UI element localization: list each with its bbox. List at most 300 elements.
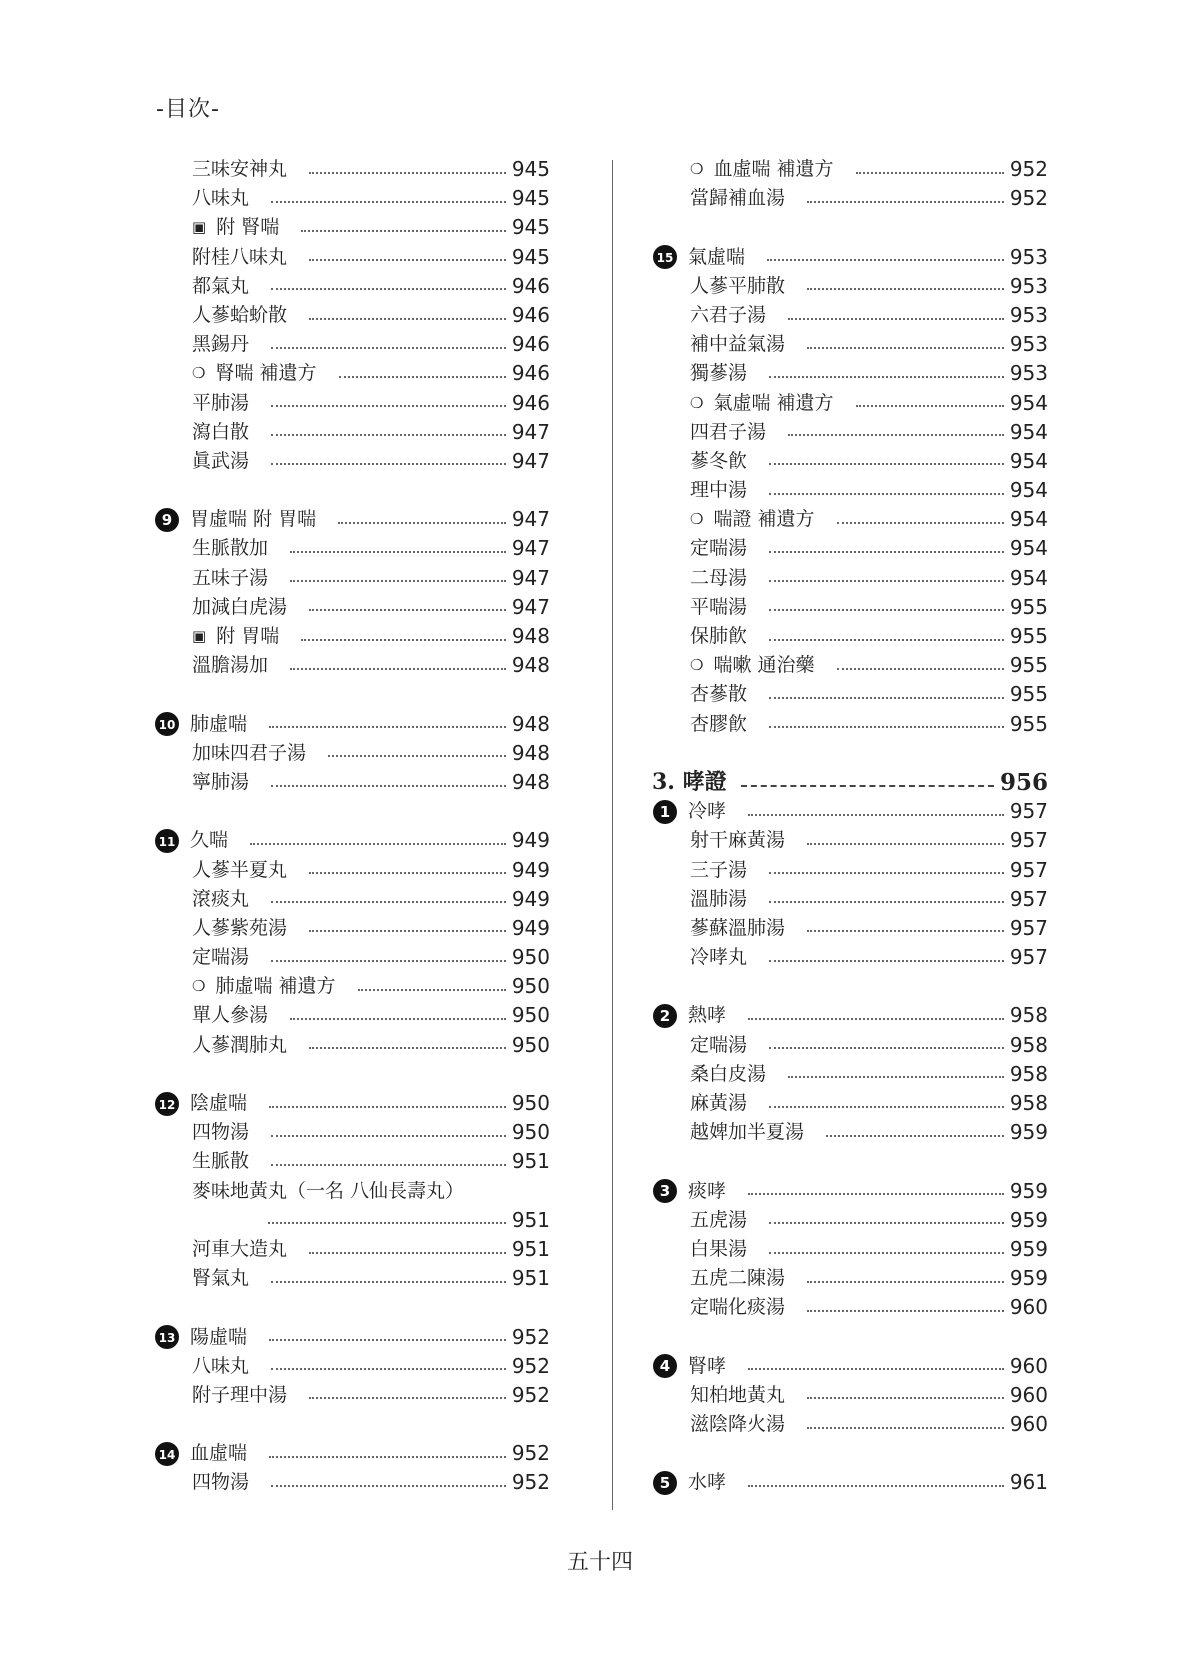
toc-entry-title: 射干麻黃湯 — [690, 829, 786, 852]
toc-page-number: 958 — [1009, 1091, 1048, 1115]
toc-entry-title: 蔘蘇溫肺湯 — [690, 916, 786, 939]
toc-entry-row — [154, 651, 550, 680]
circle-bullet-icon: ❍ — [192, 364, 206, 383]
toc-entry-row — [652, 1293, 1048, 1322]
toc-entry-row — [652, 184, 1048, 213]
toc-entry-title: 四物湯 — [192, 1471, 250, 1494]
toc-spacer — [154, 1410, 550, 1439]
toc-spacer — [652, 972, 1048, 1001]
toc-page-number: 954 — [1009, 478, 1048, 503]
toc-page-number: 954 — [1009, 448, 1048, 473]
toc-spacer — [652, 1323, 1048, 1352]
toc-page-number: 948 — [511, 624, 550, 648]
toc-page-number: 959 — [1009, 1236, 1048, 1261]
dot-leader — [271, 1366, 506, 1370]
toc-page-number: 952 — [511, 1382, 550, 1407]
dot-leader — [837, 520, 1004, 524]
dot-leader — [290, 578, 506, 582]
toc-page-number: 957 — [1009, 886, 1048, 911]
toc-entry-row — [652, 1118, 1048, 1147]
toc-entry-title: 保肺飮 — [690, 625, 748, 647]
dot-leader — [769, 899, 1004, 903]
toc-entry-title: 都氣丸 — [192, 274, 250, 297]
dot-leader — [769, 870, 1004, 874]
toc-entry-row — [652, 914, 1048, 943]
toc-page-number: 959 — [1009, 1178, 1048, 1203]
toc-entry-title: 定喘湯 — [192, 946, 250, 969]
toc-entry-row — [154, 564, 550, 593]
toc-page-number: 948 — [511, 711, 550, 736]
toc-entry-title: 五味子湯 — [192, 566, 269, 589]
toc-entry-row — [652, 1264, 1048, 1293]
toc-entry-title: 補中益氣湯 — [690, 333, 786, 356]
svg-text:15: 15 — [656, 251, 674, 266]
dot-leader — [826, 1133, 1004, 1137]
toc-entry-title: 河車大造丸 — [192, 1237, 288, 1260]
toc-entry-title: 知柏地黃丸 — [690, 1383, 786, 1406]
svg-text:14: 14 — [158, 1447, 176, 1462]
section-number-badge — [652, 244, 678, 270]
toc-entry-title: 陽虛喘 — [190, 1325, 248, 1348]
toc-page-number: 959 — [1009, 1266, 1048, 1291]
dot-leader — [769, 958, 1004, 962]
dot-leader — [748, 1016, 1004, 1020]
toc-page-number: 953 — [1009, 244, 1048, 269]
dot-leader — [271, 899, 506, 903]
toc-entry-row — [652, 593, 1048, 622]
toc-section-row — [652, 1352, 1048, 1381]
dot-leader — [268, 1220, 506, 1224]
dot-leader — [837, 666, 1004, 670]
toc-page-number: 954 — [1009, 390, 1048, 415]
toc-entry-title: 眞武湯 — [192, 449, 250, 472]
dot-leader — [769, 1220, 1004, 1224]
toc-page-number: 958 — [1009, 1003, 1048, 1028]
section-number-badge — [154, 1324, 180, 1350]
circle-bullet-icon: ❍ — [690, 393, 704, 412]
toc-page-number: 959 — [1009, 1207, 1048, 1232]
page-header: -目次- — [156, 97, 220, 122]
toc-entry-title: 陰虛喘 — [190, 1092, 248, 1114]
dot-leader — [807, 345, 1004, 349]
dot-leader — [748, 1483, 1004, 1487]
svg-text:10: 10 — [158, 718, 176, 733]
toc-entry-title: 附 腎喘 — [216, 216, 280, 239]
toc-page-number: 945 — [511, 186, 550, 211]
toc-entry-row — [652, 330, 1048, 359]
toc-entry-row — [154, 213, 550, 242]
toc-entry-title: 人蔘紫苑湯 — [192, 916, 288, 939]
toc-page-number: 954 — [1009, 419, 1048, 444]
toc-entry-row — [154, 330, 550, 359]
toc-entry-row — [652, 1031, 1048, 1060]
toc-entry-title: 越婢加半夏湯 — [690, 1121, 805, 1144]
toc-entry-row — [652, 418, 1048, 447]
toc-entry-title: 冷哮 — [688, 800, 727, 823]
toc-entry-title: 痰哮 — [688, 1179, 727, 1202]
dot-leader — [807, 1279, 1004, 1283]
toc-page-number: 954 — [1009, 565, 1048, 590]
toc-entry-title: 麻黃湯 — [690, 1092, 748, 1114]
circle-bullet-icon: ❍ — [690, 656, 704, 675]
toc-entry-title: 冷哮丸 — [690, 946, 748, 969]
toc-entry-title: 腎氣丸 — [192, 1267, 250, 1290]
toc-entry-row — [154, 1031, 550, 1060]
dot-leader — [271, 1133, 506, 1137]
toc-page-number: 957 — [1009, 799, 1048, 824]
section-number-badge — [652, 1353, 678, 1379]
toc-entry-row — [154, 739, 550, 768]
section-number-badge — [652, 799, 678, 825]
toc-entry-title: 蔘冬飮 — [690, 449, 748, 472]
column-divider — [612, 160, 613, 1510]
toc-page-number: 947 — [511, 448, 550, 473]
toc-section-row — [652, 243, 1048, 272]
dot-leader — [788, 316, 1004, 320]
dot-leader — [769, 637, 1004, 641]
dot-leader — [290, 1016, 506, 1020]
toc-page-number: 948 — [511, 740, 550, 765]
toc-entry-title: 氣虛喘 — [688, 245, 746, 268]
toc-entry-title: 喘證 補遺方 — [713, 508, 815, 531]
dot-leader — [271, 783, 506, 787]
dot-leader — [769, 1250, 1004, 1254]
dot-leader — [269, 724, 506, 728]
circle-bullet-icon: ❍ — [192, 977, 206, 996]
toc-page-number: 955 — [1009, 682, 1048, 707]
toc-entry-title: 附 胃喘 — [216, 625, 280, 647]
toc-page-number: 949 — [511, 915, 550, 940]
section-number-badge — [154, 711, 180, 737]
toc-entry-row — [652, 505, 1048, 534]
dot-leader — [269, 1104, 506, 1108]
toc-section-row — [154, 710, 550, 739]
toc-entry-title: 寧肺湯 — [192, 770, 250, 793]
toc-page-number: 950 — [511, 1091, 550, 1115]
svg-text:3: 3 — [659, 1182, 671, 1201]
toc-page-number: 955 — [1009, 594, 1048, 619]
dot-leader — [769, 695, 1004, 699]
toc-page-number: 947 — [511, 594, 550, 619]
dot-leader — [301, 637, 506, 641]
toc-section-row — [652, 1177, 1048, 1206]
toc-page-number: 947 — [511, 507, 550, 532]
toc-entry-title: 人蔘蛤蚧散 — [192, 303, 288, 326]
toc-entry-title: 杏蔘散 — [690, 683, 748, 706]
dot-leader — [769, 461, 1004, 465]
toc-entry-row — [652, 622, 1048, 651]
toc-section-row — [154, 826, 550, 855]
toc-entry-row — [652, 1060, 1048, 1089]
toc-page-number: 960 — [1009, 1295, 1048, 1320]
toc-entry-title: 定喘湯 — [690, 1033, 748, 1056]
toc-entry-row — [652, 1206, 1048, 1235]
dot-leader — [788, 1074, 1004, 1078]
toc-entry-row — [652, 1235, 1048, 1264]
dot-leader — [807, 841, 1004, 845]
toc-entry-title: 附子理中湯 — [192, 1383, 288, 1406]
dot-leader — [271, 403, 506, 407]
svg-text:9: 9 — [161, 510, 173, 529]
toc-page-number: 952 — [511, 1441, 550, 1466]
toc-entry-title: 當歸補血湯 — [690, 187, 786, 210]
toc-entry-title: 腎哮 — [688, 1354, 727, 1377]
dot-leader — [271, 345, 506, 349]
toc-right-column — [652, 155, 1048, 1498]
toc-entry-title: 桑白皮湯 — [690, 1062, 767, 1085]
toc-page-number: 957 — [1009, 828, 1048, 853]
toc-page-number: 951 — [511, 1149, 550, 1174]
toc-page-number: 961 — [1009, 1470, 1048, 1495]
section-number-badge — [652, 1003, 678, 1029]
toc-spacer — [154, 797, 550, 826]
square-bullet-icon: ▣ — [192, 627, 207, 645]
dot-leader — [309, 1250, 506, 1254]
toc-page-number: 946 — [511, 390, 550, 415]
toc-section-row — [154, 1439, 550, 1468]
toc-section-row — [652, 1468, 1048, 1497]
toc-entry-row — [154, 418, 550, 447]
toc-page-number: 951 — [511, 1266, 550, 1291]
toc-page-number: 945 — [511, 157, 550, 181]
dot-leader — [338, 520, 506, 524]
dot-leader — [290, 549, 506, 553]
toc-entry-row — [652, 476, 1048, 505]
toc-entry-title: 人蔘平肺散 — [690, 274, 786, 297]
toc-entry-row — [652, 680, 1048, 709]
toc-page-number: 954 — [1009, 507, 1048, 532]
toc-entry-row — [652, 943, 1048, 972]
toc-entry-title: 氣虛喘 補遺方 — [713, 391, 834, 414]
toc-entry-row — [154, 1235, 550, 1264]
toc-entry-title: 水哮 — [688, 1471, 727, 1494]
toc-entry-row — [652, 1410, 1048, 1439]
toc-entry-title: 肺虛喘 補遺方 — [215, 975, 336, 998]
toc-entry-row — [154, 1381, 550, 1410]
dot-leader — [271, 1279, 506, 1283]
toc-spacer — [652, 739, 1048, 768]
toc-page-number: 947 — [511, 536, 550, 561]
toc-spacer — [652, 1147, 1048, 1176]
toc-entry-row — [154, 1147, 550, 1176]
toc-entry-title: 熱哮 — [688, 1004, 727, 1027]
toc-entry-title: 平喘湯 — [690, 595, 748, 618]
dot-leader — [309, 170, 506, 174]
dot-leader — [856, 403, 1004, 407]
toc-entry-title: 單人參湯 — [192, 1004, 269, 1027]
toc-page-number: 959 — [1009, 1120, 1048, 1145]
toc-entry-row — [154, 1001, 550, 1030]
section-number-badge — [154, 1441, 180, 1467]
toc-page-number: 950 — [511, 1003, 550, 1028]
toc-page-number: 949 — [511, 828, 550, 853]
toc-entry-title: 人蔘潤肺丸 — [192, 1033, 288, 1056]
toc-continuation-row — [154, 1206, 550, 1235]
toc-entry-title: 肺虛喘 — [190, 712, 248, 735]
toc-entry-title: 五虎二陳湯 — [690, 1267, 786, 1290]
toc-entry-row — [154, 1177, 550, 1206]
toc-entry-row — [652, 447, 1048, 476]
toc-entry-title: 附桂八味丸 — [192, 245, 288, 268]
toc-entry-title: 白果湯 — [690, 1237, 748, 1260]
toc-entry-title: 喘嗽 通治藥 — [713, 654, 815, 677]
dot-leader — [301, 228, 506, 232]
page-number-footer: 五十四 — [566, 1550, 633, 1575]
toc-page-number: 952 — [511, 1353, 550, 1378]
svg-text:11: 11 — [158, 834, 176, 849]
square-bullet-icon: ▣ — [192, 218, 207, 237]
toc-page-number: 949 — [511, 857, 550, 882]
toc-entry-title: 八味丸 — [192, 1354, 250, 1377]
toc-entry-row — [652, 826, 1048, 855]
toc-entry-row — [154, 943, 550, 972]
toc-entry-row — [154, 1264, 550, 1293]
toc-page-number: 955 — [1009, 653, 1048, 678]
toc-entry-title: 平肺湯 — [192, 391, 250, 414]
toc-page-number: 948 — [511, 769, 550, 794]
toc-entry-title: 加味四君子湯 — [192, 741, 307, 764]
toc-entry-title: 六君子湯 — [690, 303, 767, 326]
toc-page-number: 958 — [1009, 1061, 1048, 1086]
toc-page-number: 954 — [1009, 536, 1048, 561]
dot-leader — [769, 724, 1004, 728]
toc-entry-title: 八味丸 — [192, 187, 250, 210]
dot-leader — [250, 841, 506, 845]
toc-entry-title: 滋陰降火湯 — [690, 1413, 786, 1436]
toc-entry-row — [652, 1381, 1048, 1410]
toc-page-number: 946 — [511, 302, 550, 327]
svg-text:13: 13 — [158, 1331, 176, 1346]
section-number-badge — [652, 1178, 678, 1204]
dot-leader — [339, 374, 506, 378]
toc-entry-row — [154, 622, 550, 651]
dot-leader — [309, 257, 506, 261]
toc-entry-title: 生脈散加 — [192, 537, 269, 560]
toc-page-number: 956 — [999, 768, 1048, 796]
toc-entry-title: 三子湯 — [690, 858, 748, 881]
toc-page-number: 952 — [1009, 157, 1048, 181]
dot-leader — [807, 1425, 1004, 1429]
toc-page-number: 952 — [511, 1470, 550, 1495]
toc-entry-row — [154, 914, 550, 943]
section-number-badge — [154, 828, 180, 854]
svg-text:4: 4 — [659, 1357, 671, 1376]
toc-page-number: 950 — [511, 974, 550, 999]
toc-entry-row — [154, 1352, 550, 1381]
toc-page-number: 957 — [1009, 857, 1048, 882]
toc-entry-row — [154, 359, 550, 388]
dot-leader — [767, 257, 1004, 261]
dot-leader — [769, 374, 1004, 378]
toc-spacer — [154, 1293, 550, 1322]
toc-left-column — [154, 155, 550, 1498]
section-number-badge — [652, 1470, 678, 1496]
dot-leader — [271, 1483, 506, 1487]
toc-page-number: 951 — [511, 1207, 550, 1232]
toc-entry-title: 人蔘半夏丸 — [192, 858, 288, 881]
toc-entry-title: 五虎湯 — [690, 1208, 748, 1231]
toc-entry-title: 血虛喘 補遺方 — [713, 158, 834, 180]
toc-section-row — [652, 1001, 1048, 1030]
dot-leader — [748, 812, 1004, 816]
toc-entry-row — [652, 272, 1048, 301]
toc-page-number: 946 — [511, 273, 550, 298]
toc-entry-title: 血虛喘 — [190, 1442, 248, 1465]
section-number-badge — [154, 1091, 180, 1117]
toc-entry-title: 黑錫丹 — [192, 333, 250, 356]
dot-leader — [309, 1395, 506, 1399]
toc-page-number: 953 — [1009, 273, 1048, 298]
toc-entry-row — [154, 593, 550, 622]
toc-entry-row — [652, 359, 1048, 388]
toc-entry-title: 生脈散 — [192, 1150, 250, 1173]
toc-entry-title: 滾痰丸 — [192, 887, 250, 910]
dot-leader — [769, 1045, 1004, 1049]
toc-entry-row — [154, 1118, 550, 1147]
circle-bullet-icon: ❍ — [690, 160, 704, 178]
dot-leader — [290, 666, 506, 670]
toc-entry-row — [652, 710, 1048, 739]
toc-entry-title: 溫膽湯加 — [192, 654, 269, 677]
dot-leader — [269, 1454, 506, 1458]
dot-leader — [309, 607, 506, 611]
toc-spacer — [652, 1439, 1048, 1468]
dot-leader — [358, 987, 506, 991]
toc-page-number: 953 — [1009, 361, 1048, 386]
dot-leader — [309, 316, 506, 320]
toc-page-number: 950 — [511, 1120, 550, 1145]
toc-chapter-row — [652, 768, 1048, 797]
toc-page-number: 946 — [511, 332, 550, 357]
dot-leader — [769, 1104, 1004, 1108]
toc-page-number: 960 — [1009, 1353, 1048, 1378]
toc-entry-row — [652, 856, 1048, 885]
dot-leader — [748, 1191, 1004, 1195]
toc-page-number: 947 — [511, 565, 550, 590]
dot-leader — [271, 461, 506, 465]
toc-entry-row — [154, 301, 550, 330]
toc-page-number: 957 — [1009, 915, 1048, 940]
toc-entry-row — [652, 389, 1048, 418]
dot-leader — [856, 170, 1004, 174]
toc-spacer — [154, 476, 550, 505]
dot-leader — [309, 870, 506, 874]
dot-leader — [807, 286, 1004, 290]
dot-leader — [328, 753, 506, 757]
circle-bullet-icon: ❍ — [690, 510, 704, 529]
toc-entry-title: 溫肺湯 — [690, 887, 748, 910]
dot-leader — [271, 432, 506, 436]
dot-leader — [269, 1337, 506, 1341]
toc-page-number: 952 — [1009, 186, 1048, 211]
toc-entry-row — [154, 447, 550, 476]
toc-entry-title: 定喘化痰湯 — [690, 1296, 786, 1319]
svg-text:2: 2 — [659, 1007, 671, 1026]
toc-entry-title: 3. 哮證 — [652, 768, 727, 795]
toc-entry-title: 杏膠飮 — [690, 712, 748, 735]
toc-page-number: 960 — [1009, 1382, 1048, 1407]
toc-page-number: 948 — [511, 653, 550, 678]
toc-entry-title: 定喘湯 — [690, 537, 748, 560]
toc-entry-row — [154, 534, 550, 563]
dot-leader — [271, 199, 506, 203]
toc-section-row — [154, 505, 550, 534]
toc-page-number: 945 — [511, 244, 550, 269]
dot-leader — [769, 607, 1004, 611]
dot-leader — [309, 928, 506, 932]
dot-leader — [807, 199, 1004, 203]
toc-entry-row — [652, 155, 1048, 184]
